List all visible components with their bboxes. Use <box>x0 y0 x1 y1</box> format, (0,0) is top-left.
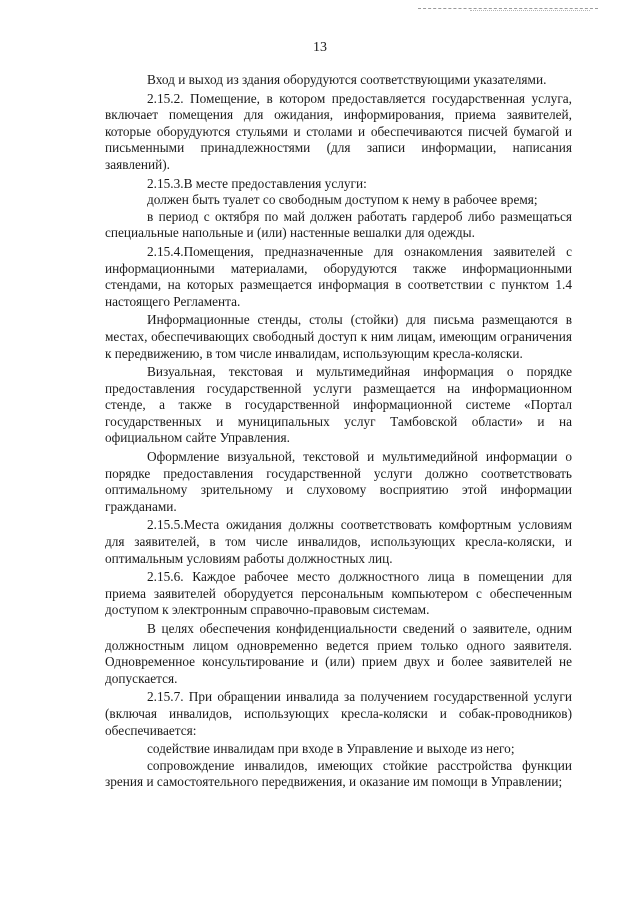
paragraph: в период с октября по май должен работать гардероб либо размещаться специальные напольные и (или) настенные вешалки для одежды. <box>105 208 572 241</box>
paragraph: В целях обеспечения конфиденциальности сведений о заявителе, одним должностным лицом одновременно ведется прием только одного заявителя. Одновременное консультирование и (или) прием двух и более заявителей не допускается. <box>105 621 572 686</box>
document-body <box>105 72 572 793</box>
paragraph: Вход и выход из здания оборудуются соответствующими указателями. <box>147 72 547 87</box>
paragraph: 2.15.4.Помещения, предназначенные для ознакомления заявителей с информационными материалами, оборудуются также информационными стендами, на которых размещается информация в соответствии с пунктом 1.4 настоящего Регламента. <box>105 243 572 309</box>
paragraph: 2.15.2. Помещение, в котором предоставляется государственная услуга, включает помещения для ожидания, информирования, приема заявителей, которые оборудуются стульями и столами и обеспечиваются писчей бумагой и письменными принадлежностями (для записи информации, написания заявлений). <box>105 90 572 172</box>
paragraph: 2.15.3.В месте предоставления услуги: <box>147 175 367 191</box>
paragraph: 2.15.6. Каждое рабочее место должностного лица в помещении для приема заявителей оборудуется персональным компьютером с обеспеченным доступом к электронным справочно-правовым системам. <box>105 569 572 618</box>
page-number: 13 <box>313 40 327 55</box>
paragraph: сопровождение инвалидов, имеющих стойкие расстройства функции зрения и самостоятельного передвижения, и оказание им помощи в Управлении; <box>105 757 572 790</box>
scan-artifact-line <box>470 10 590 11</box>
paragraph: Оформление визуальной, текстовой и мультимедийной информации о порядке предоставления государственной услуги должно соответствовать оптимальному зрительному и слуховому восприятию этой информации гражданами. <box>105 449 572 514</box>
paragraph: содействие инвалидам при входе в Управление и выходе из него; <box>147 741 515 757</box>
paragraph: должен быть туалет со свободным доступом к нему в рабочее время; <box>147 192 538 208</box>
paragraph: Информационные стенды, столы (стойки) для письма размещаются в местах, обеспечивающих свободный доступ к ним лицам, имеющим ограничения к передвижению, в том числе инвалидам, использующим кресла-коляски. <box>105 312 572 361</box>
paragraph: 2.15.5.Места ожидания должны соответствовать комфортным условиям для заявителей, в том числе инвалидов, использующих кресла-коляски, и оптимальным условиям работы должностных лиц. <box>105 517 572 566</box>
paragraph: Визуальная, текстовая и мультимедийная информация о порядке предоставления государственной услуги размещается на информационном стенде, а также в государственной информационной системе «Портал государственных и муниципальных услуг Тамбовской области» и на официальном сайте Управления. <box>105 364 572 446</box>
paragraph: 2.15.7. При обращении инвалида за получением государственной услуги (включая инвалидов, использующих кресла-коляски и собак-проводников) обеспечивается: <box>105 689 572 738</box>
scan-artifact-line <box>418 8 598 9</box>
